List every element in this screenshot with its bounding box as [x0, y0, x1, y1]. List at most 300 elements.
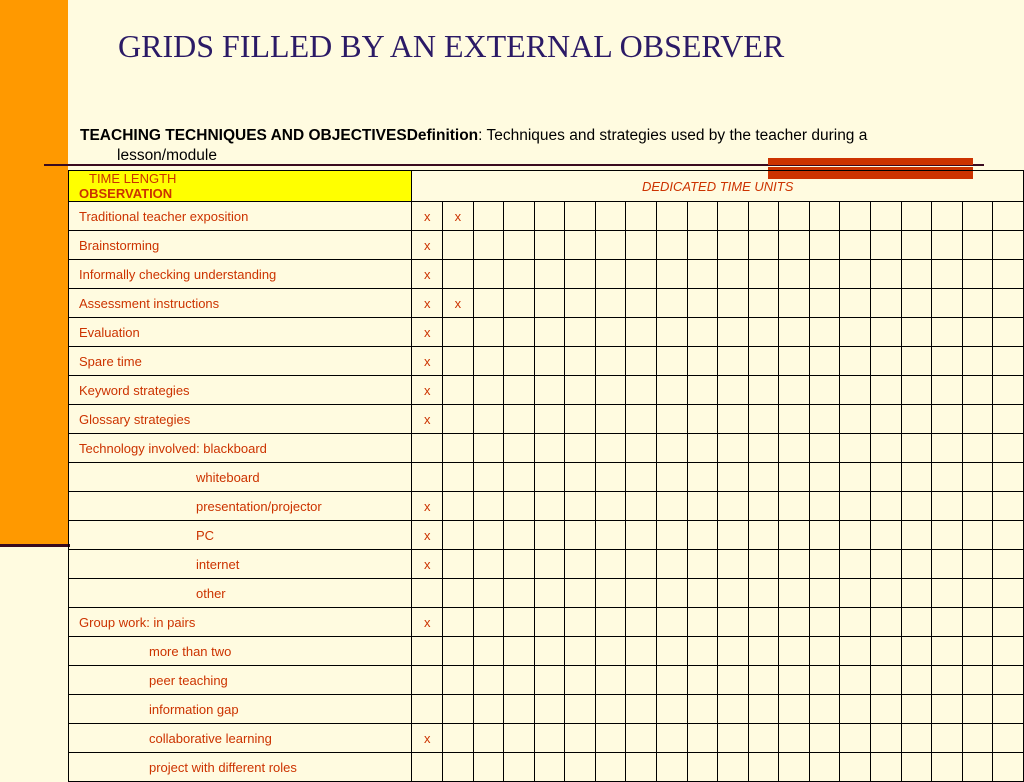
time-unit-cell	[840, 202, 871, 231]
time-unit-cell	[809, 579, 840, 608]
time-unit-cell	[779, 463, 810, 492]
section-definition	[80, 126, 980, 166]
time-unit-cell	[840, 289, 871, 318]
time-unit-cell	[626, 376, 657, 405]
time-unit-cell	[534, 550, 565, 579]
time-unit-cell	[687, 376, 718, 405]
time-unit-cell	[748, 550, 779, 579]
time-unit-cell	[779, 289, 810, 318]
time-unit-cell	[657, 318, 688, 347]
time-unit-cell	[626, 666, 657, 695]
time-unit-cell	[473, 724, 504, 753]
time-unit-cell	[473, 579, 504, 608]
time-unit-cell	[901, 695, 932, 724]
time-unit-cell	[932, 405, 963, 434]
time-unit-cell	[748, 753, 779, 782]
time-unit-cell	[443, 608, 474, 637]
time-unit-cell	[595, 521, 626, 550]
time-unit-cell	[443, 434, 474, 463]
time-unit-cell	[626, 550, 657, 579]
time-unit-cell	[779, 202, 810, 231]
time-unit-cell	[809, 724, 840, 753]
time-unit-cell	[809, 347, 840, 376]
time-unit-cell	[993, 289, 1024, 318]
time-unit-cell	[504, 347, 535, 376]
time-unit-cell	[993, 695, 1024, 724]
time-unit-cell	[534, 318, 565, 347]
time-unit-cell	[565, 753, 596, 782]
row-label-text: information gap	[149, 701, 239, 717]
definition-label: Definition	[406, 127, 479, 144]
time-unit-cell	[565, 318, 596, 347]
time-unit-cell	[748, 347, 779, 376]
time-unit-cell	[932, 202, 963, 231]
time-unit-cell	[809, 463, 840, 492]
time-unit-cell	[534, 753, 565, 782]
time-unit-cell	[443, 318, 474, 347]
time-unit-cell	[809, 550, 840, 579]
time-unit-cell	[901, 289, 932, 318]
definition-text-continued: lesson/module	[117, 147, 217, 164]
time-unit-cell	[504, 231, 535, 260]
table-row	[69, 347, 1024, 376]
time-unit-cell	[504, 434, 535, 463]
time-unit-cell	[657, 405, 688, 434]
time-unit-cell	[809, 376, 840, 405]
time-unit-cell	[718, 579, 749, 608]
time-unit-cell	[779, 434, 810, 463]
time-unit-cell	[840, 521, 871, 550]
row-label	[69, 666, 412, 695]
time-unit-cell	[901, 521, 932, 550]
time-unit-cell	[718, 463, 749, 492]
time-unit-cell	[565, 347, 596, 376]
time-unit-cell	[657, 550, 688, 579]
time-unit-cell	[993, 260, 1024, 289]
time-unit-cell	[932, 318, 963, 347]
time-unit-cell	[993, 608, 1024, 637]
time-unit-cell	[595, 695, 626, 724]
time-unit-cell	[840, 376, 871, 405]
time-unit-cell	[626, 347, 657, 376]
time-unit-cell	[657, 463, 688, 492]
table-row	[69, 492, 1024, 521]
time-unit-cell	[565, 231, 596, 260]
time-unit-cell	[565, 666, 596, 695]
time-unit-cell	[595, 550, 626, 579]
time-unit-cell	[504, 202, 535, 231]
time-unit-cell	[687, 202, 718, 231]
time-unit-cell	[534, 724, 565, 753]
time-unit-cell	[565, 289, 596, 318]
time-unit-cell	[657, 260, 688, 289]
time-unit-cell	[504, 637, 535, 666]
time-unit-cell	[473, 463, 504, 492]
row-label-text: more than two	[149, 643, 232, 659]
time-unit-cell	[687, 463, 718, 492]
time-unit-cell	[870, 376, 901, 405]
time-unit-cell	[748, 492, 779, 521]
time-unit-cell	[993, 492, 1024, 521]
time-unit-cell	[443, 492, 474, 521]
time-unit-cell: x	[412, 724, 443, 753]
time-unit-cell	[595, 666, 626, 695]
time-unit-cell	[534, 231, 565, 260]
time-unit-cell	[443, 405, 474, 434]
time-unit-cell	[626, 260, 657, 289]
time-unit-cell	[932, 521, 963, 550]
time-unit-cell	[718, 434, 749, 463]
time-unit-cell	[412, 695, 443, 724]
time-unit-cell	[657, 666, 688, 695]
time-unit-cell	[809, 318, 840, 347]
time-unit-cell	[809, 405, 840, 434]
row-label	[69, 289, 412, 318]
header-label-bold: OBSERVATION	[79, 186, 173, 201]
time-unit-cell	[565, 579, 596, 608]
time-unit-cell	[840, 724, 871, 753]
time-unit-cell	[626, 202, 657, 231]
time-unit-cell	[809, 289, 840, 318]
time-unit-cell	[962, 260, 993, 289]
time-unit-cell	[565, 492, 596, 521]
row-label-text: Evaluation	[79, 324, 140, 340]
time-unit-cell	[626, 724, 657, 753]
time-unit-cell	[932, 666, 963, 695]
table-row	[69, 695, 1024, 724]
time-unit-cell	[962, 492, 993, 521]
time-unit-cell	[809, 260, 840, 289]
time-unit-cell: x	[412, 347, 443, 376]
row-label	[69, 405, 412, 434]
time-unit-cell	[687, 637, 718, 666]
time-unit-cell	[718, 202, 749, 231]
time-unit-cell	[779, 521, 810, 550]
row-label	[69, 463, 412, 492]
time-unit-cell	[595, 260, 626, 289]
time-unit-cell	[657, 637, 688, 666]
time-unit-cell	[779, 550, 810, 579]
row-label	[69, 579, 412, 608]
time-unit-cell	[840, 405, 871, 434]
time-unit-cell	[657, 231, 688, 260]
time-unit-cell	[901, 376, 932, 405]
table-row	[69, 724, 1024, 753]
time-unit-cell	[901, 405, 932, 434]
time-unit-cell	[962, 753, 993, 782]
time-unit-cell	[901, 666, 932, 695]
time-unit-cell	[870, 434, 901, 463]
time-unit-cell	[901, 463, 932, 492]
row-label-text: collaborative learning	[149, 730, 272, 746]
time-unit-cell	[901, 318, 932, 347]
row-label	[69, 231, 412, 260]
row-label	[69, 318, 412, 347]
time-unit-cell	[840, 318, 871, 347]
table-row	[69, 289, 1024, 318]
time-unit-cell	[718, 289, 749, 318]
time-unit-cell	[932, 376, 963, 405]
time-unit-cell	[657, 434, 688, 463]
time-unit-cell	[962, 579, 993, 608]
table-row	[69, 521, 1024, 550]
time-unit-cell	[809, 695, 840, 724]
time-unit-cell	[473, 347, 504, 376]
table-row	[69, 753, 1024, 782]
time-unit-cell	[718, 753, 749, 782]
time-unit-cell	[534, 695, 565, 724]
time-unit-cell	[504, 724, 535, 753]
time-unit-cell	[870, 695, 901, 724]
time-unit-cell	[443, 347, 474, 376]
time-unit-cell	[565, 695, 596, 724]
time-unit-cell	[718, 260, 749, 289]
time-unit-cell	[504, 463, 535, 492]
time-unit-cell	[870, 289, 901, 318]
header-label-prefix: TIME LENGTH	[89, 171, 177, 186]
time-unit-cell	[962, 724, 993, 753]
time-unit-cell	[932, 695, 963, 724]
time-unit-cell	[626, 318, 657, 347]
time-unit-cell: x	[412, 492, 443, 521]
time-unit-cell	[840, 579, 871, 608]
time-unit-cell	[901, 231, 932, 260]
row-label-text: Brainstorming	[79, 237, 160, 253]
time-unit-cell	[473, 376, 504, 405]
time-unit-cell	[901, 724, 932, 753]
time-unit-cell	[412, 637, 443, 666]
time-unit-cell	[718, 695, 749, 724]
time-unit-cell	[932, 463, 963, 492]
time-unit-cell	[870, 202, 901, 231]
time-unit-cell	[718, 724, 749, 753]
time-unit-cell	[993, 753, 1024, 782]
time-unit-cell	[962, 318, 993, 347]
time-unit-cell	[840, 753, 871, 782]
time-unit-cell	[718, 608, 749, 637]
row-label	[69, 637, 412, 666]
time-unit-cell	[626, 521, 657, 550]
time-unit-cell	[443, 724, 474, 753]
time-unit-cell	[565, 463, 596, 492]
time-unit-cell	[748, 376, 779, 405]
slide-title: GRIDS FILLED BY AN EXTERNAL OBSERVER	[118, 28, 785, 64]
row-label	[69, 550, 412, 579]
time-unit-cell	[870, 405, 901, 434]
time-unit-cell: x	[412, 289, 443, 318]
time-unit-cell	[565, 521, 596, 550]
time-unit-cell	[718, 347, 749, 376]
time-unit-cell	[626, 695, 657, 724]
time-unit-cell	[993, 550, 1024, 579]
time-unit-cell	[962, 202, 993, 231]
time-unit-cell	[840, 231, 871, 260]
time-unit-cell	[993, 376, 1024, 405]
time-unit-cell	[687, 521, 718, 550]
time-unit-cell	[748, 289, 779, 318]
time-unit-cell	[443, 231, 474, 260]
time-unit-cell	[595, 463, 626, 492]
time-unit-cell	[473, 753, 504, 782]
row-label-text: internet	[196, 556, 240, 572]
time-unit-cell	[534, 492, 565, 521]
time-unit-cell	[748, 724, 779, 753]
time-unit-cell	[473, 202, 504, 231]
time-unit-cell	[840, 637, 871, 666]
time-unit-cell	[443, 463, 474, 492]
time-unit-cell	[932, 550, 963, 579]
time-unit-cell	[748, 434, 779, 463]
time-unit-cell	[718, 637, 749, 666]
time-unit-cell	[473, 608, 504, 637]
time-unit-cell	[443, 550, 474, 579]
time-unit-cell	[473, 492, 504, 521]
time-unit-cell	[657, 724, 688, 753]
time-unit-cell	[718, 376, 749, 405]
table-row	[69, 550, 1024, 579]
time-unit-cell	[748, 318, 779, 347]
table-row	[69, 231, 1024, 260]
time-unit-cell	[962, 231, 993, 260]
time-unit-cell	[993, 637, 1024, 666]
row-label-text: Keyword strategies	[79, 382, 190, 398]
time-unit-cell: x	[412, 608, 443, 637]
time-unit-cell	[809, 608, 840, 637]
time-unit-cell	[687, 695, 718, 724]
time-unit-cell	[443, 753, 474, 782]
time-unit-cell	[993, 202, 1024, 231]
time-unit-cell	[932, 637, 963, 666]
time-unit-cell	[718, 405, 749, 434]
time-unit-cell	[657, 579, 688, 608]
time-unit-cell	[718, 318, 749, 347]
time-unit-cell	[626, 637, 657, 666]
time-unit-cell	[840, 434, 871, 463]
time-unit-cell	[932, 608, 963, 637]
time-unit-cell	[840, 492, 871, 521]
row-label-text: other	[196, 585, 226, 601]
time-unit-cell	[962, 608, 993, 637]
time-unit-cell	[962, 376, 993, 405]
time-unit-cell	[962, 463, 993, 492]
table-row	[69, 376, 1024, 405]
header-row	[69, 171, 1024, 202]
time-unit-cell	[962, 666, 993, 695]
definition-colon: :	[478, 127, 483, 144]
time-unit-cell	[473, 695, 504, 724]
time-unit-cell	[779, 695, 810, 724]
time-unit-cell	[657, 202, 688, 231]
time-unit-cell	[901, 579, 932, 608]
time-unit-cell	[534, 289, 565, 318]
time-unit-cell	[565, 376, 596, 405]
row-label	[69, 724, 412, 753]
table-row	[69, 463, 1024, 492]
time-unit-cell: x	[412, 318, 443, 347]
time-unit-cell	[657, 376, 688, 405]
time-unit-cell	[473, 231, 504, 260]
time-unit-cell	[718, 492, 749, 521]
time-unit-cell	[504, 753, 535, 782]
time-unit-cell	[565, 434, 596, 463]
time-unit-cell	[657, 289, 688, 318]
row-label-text: Traditional teacher exposition	[79, 208, 249, 224]
time-unit-cell	[932, 260, 963, 289]
time-unit-cell	[595, 376, 626, 405]
time-unit-cell	[993, 318, 1024, 347]
time-unit-cell	[687, 550, 718, 579]
time-unit-cell	[595, 434, 626, 463]
time-unit-cell	[534, 579, 565, 608]
time-unit-cell	[657, 695, 688, 724]
time-unit-cell	[993, 521, 1024, 550]
time-unit-cell	[504, 318, 535, 347]
row-label	[69, 695, 412, 724]
time-unit-cell	[809, 637, 840, 666]
time-unit-cell	[626, 434, 657, 463]
table-row	[69, 637, 1024, 666]
time-unit-cell	[748, 202, 779, 231]
time-unit-cell	[534, 463, 565, 492]
time-unit-cell	[504, 695, 535, 724]
time-unit-cell	[748, 463, 779, 492]
time-unit-cell	[473, 637, 504, 666]
time-unit-cell	[626, 231, 657, 260]
time-unit-cell	[748, 637, 779, 666]
time-unit-cell	[595, 608, 626, 637]
time-unit-cell	[657, 492, 688, 521]
time-unit-cell	[870, 550, 901, 579]
time-unit-cell	[565, 202, 596, 231]
time-unit-cell	[473, 289, 504, 318]
time-unit-cell	[840, 695, 871, 724]
time-unit-cell: x	[412, 550, 443, 579]
table-row	[69, 405, 1024, 434]
time-unit-cell	[993, 347, 1024, 376]
time-unit-cell	[534, 637, 565, 666]
row-label	[69, 434, 412, 463]
time-unit-cell	[595, 289, 626, 318]
time-unit-cell	[993, 405, 1024, 434]
time-unit-cell	[565, 550, 596, 579]
time-unit-cell	[748, 231, 779, 260]
time-unit-cell	[534, 521, 565, 550]
time-unit-cell	[443, 695, 474, 724]
time-unit-cell	[534, 347, 565, 376]
time-unit-cell	[443, 521, 474, 550]
time-unit-cell	[809, 521, 840, 550]
time-unit-cell	[595, 318, 626, 347]
time-unit-cell	[870, 231, 901, 260]
row-label	[69, 753, 412, 782]
time-unit-cell	[809, 434, 840, 463]
time-unit-cell	[443, 579, 474, 608]
time-unit-cell	[595, 579, 626, 608]
time-unit-cell	[779, 637, 810, 666]
time-unit-cell: x	[443, 289, 474, 318]
time-unit-cell	[412, 463, 443, 492]
observation-grid	[68, 170, 1024, 782]
time-unit-cell	[870, 521, 901, 550]
time-unit-cell	[779, 753, 810, 782]
time-unit-cell	[779, 579, 810, 608]
row-label	[69, 608, 412, 637]
time-unit-cell	[870, 608, 901, 637]
time-unit-cell	[626, 608, 657, 637]
time-unit-cell	[657, 608, 688, 637]
time-unit-cell	[595, 753, 626, 782]
time-unit-cell	[626, 463, 657, 492]
